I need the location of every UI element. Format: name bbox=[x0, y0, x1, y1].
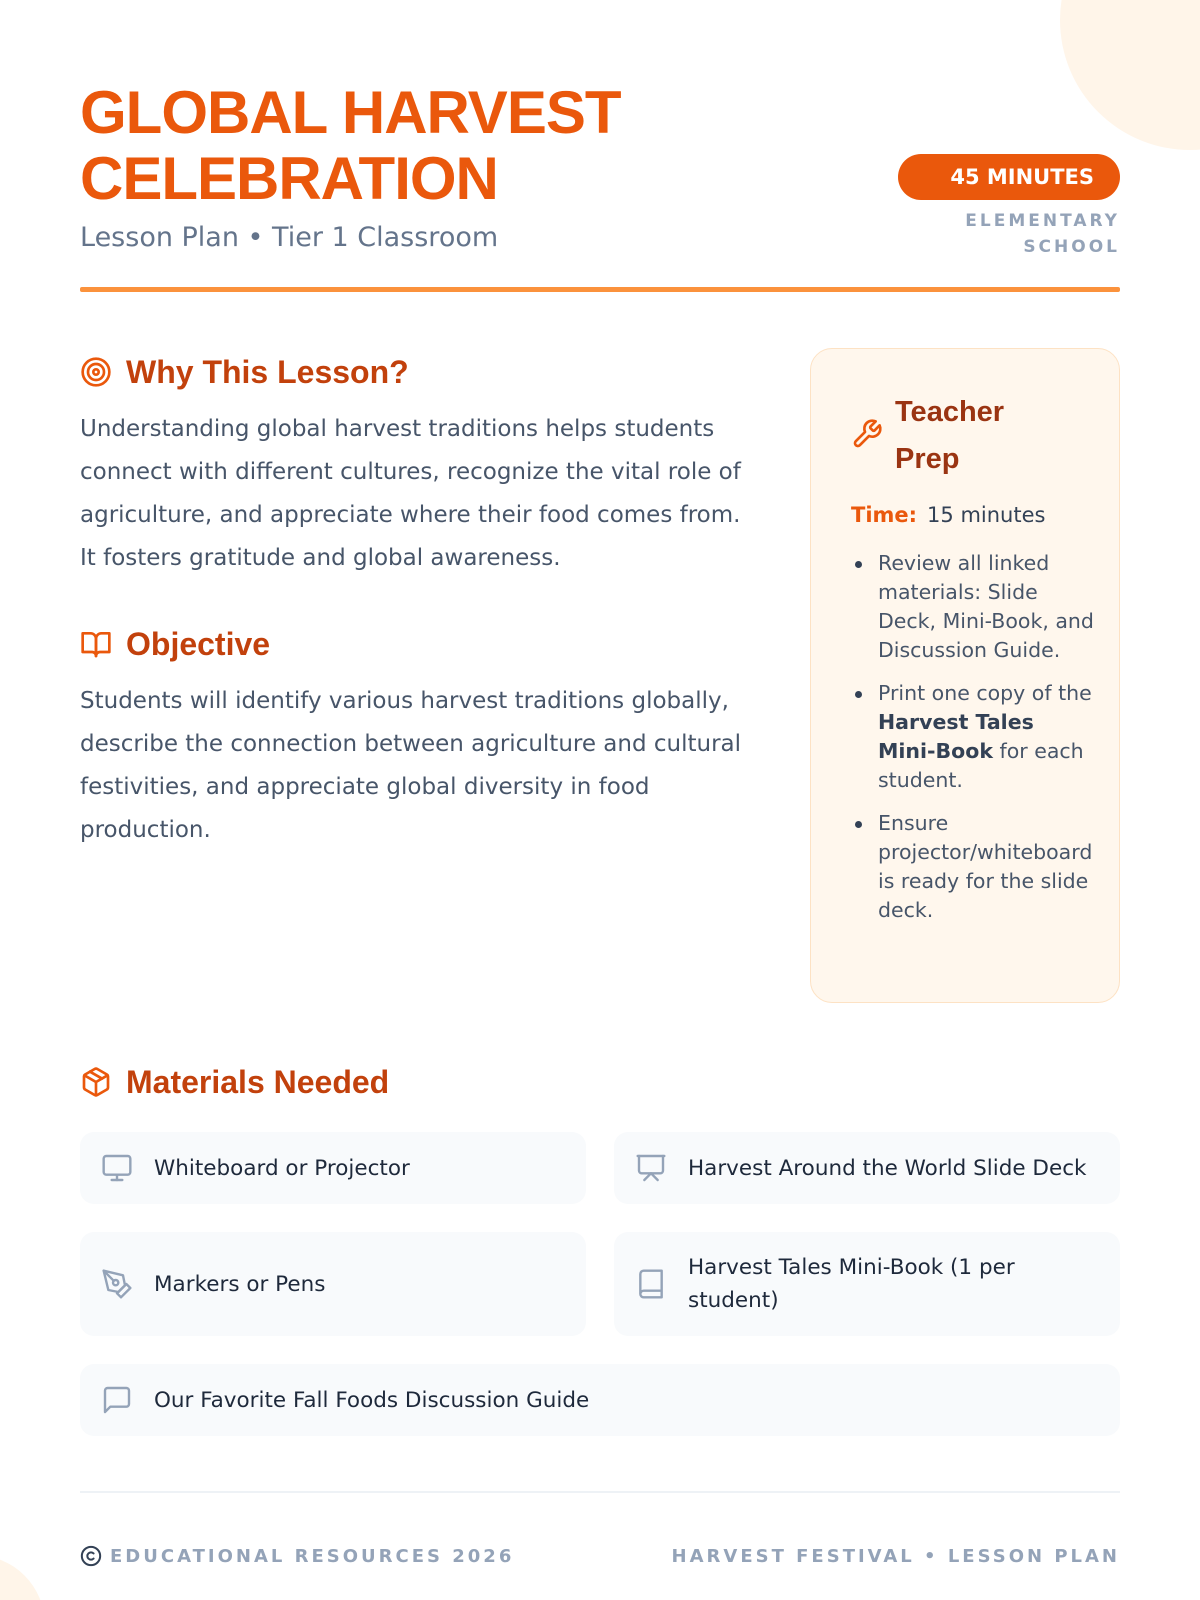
lesson-overview bbox=[80, 350, 760, 852]
material-label: Whiteboard or Projector bbox=[154, 1155, 410, 1181]
materials-section-title: Materials Needed bbox=[126, 1063, 390, 1100]
package-icon bbox=[80, 1066, 112, 1098]
materials-section bbox=[80, 1060, 1120, 1436]
prep-item-highlight: Harvest Tales Mini-Book bbox=[878, 710, 1034, 763]
monitor-icon bbox=[100, 1151, 134, 1185]
duration-badge: 45 MINUTES bbox=[898, 154, 1120, 200]
grade-level-line-1: ELEMENTARY bbox=[965, 211, 1120, 231]
teacher-prep-card bbox=[810, 348, 1120, 1003]
prep-checklist bbox=[851, 549, 1095, 925]
title-line-1: GLOBAL HARVEST bbox=[80, 79, 621, 146]
prep-item: Ensure projector/whiteboard is ready for the slide deck. bbox=[851, 809, 1095, 925]
target-icon bbox=[80, 356, 112, 388]
materials-list bbox=[80, 1132, 1120, 1436]
material-item bbox=[80, 1232, 586, 1336]
open-book-icon bbox=[80, 628, 112, 660]
pen-icon bbox=[100, 1267, 134, 1301]
grade-level bbox=[898, 208, 1120, 260]
material-label: Harvest Around the World Slide Deck bbox=[688, 1155, 1087, 1181]
footer-left-text: EDUCATIONAL RESOURCES 2026 bbox=[110, 1545, 515, 1567]
title-line-2: CELEBRATION bbox=[80, 145, 498, 212]
objective-section bbox=[80, 622, 760, 852]
teacher-prep-title-line-1: Teacher bbox=[895, 396, 1005, 428]
page-header bbox=[80, 79, 1120, 257]
page-footer bbox=[80, 1545, 1120, 1567]
footer-copyright bbox=[80, 1545, 514, 1567]
material-label: Markers or Pens bbox=[154, 1271, 326, 1297]
prep-time-label: Time: bbox=[851, 503, 918, 527]
objective-section-title: Objective bbox=[126, 625, 271, 662]
prep-item: Review all linked materials: Slide Deck, Mini-Book, and Discussion Guide. bbox=[851, 549, 1095, 665]
prep-item-text: Print one copy of the bbox=[878, 681, 1092, 705]
decorative-circle-bottom bbox=[0, 1555, 45, 1600]
material-label: Harvest Tales Mini-Book (1 per student) bbox=[688, 1255, 1015, 1313]
header-divider bbox=[80, 287, 1120, 292]
why-section-title: Why This Lesson? bbox=[126, 353, 409, 390]
prep-time bbox=[851, 503, 1095, 527]
wrench-icon bbox=[851, 418, 883, 454]
objective-section-body: Students will identify various harvest traditions globally, describe the connection between agriculture and cultural festivities, and appreciate global diversity in food production. bbox=[80, 688, 742, 843]
material-item bbox=[614, 1132, 1120, 1204]
material-item bbox=[80, 1132, 586, 1204]
material-item bbox=[80, 1364, 1120, 1436]
copyright-icon bbox=[80, 1545, 102, 1567]
prep-time-value: 15 minutes bbox=[927, 503, 1046, 527]
material-item bbox=[614, 1232, 1120, 1336]
lesson-meta bbox=[898, 154, 1120, 260]
material-label: Our Favorite Fall Foods Discussion Guide bbox=[154, 1387, 590, 1413]
prep-item-text: for each student. bbox=[878, 739, 1084, 792]
why-section-body: Understanding global harvest traditions helps students connect with different cultures, recognize the vital role of agriculture, and appreciate where their food comes from. It fosters gratitude and global awareness. bbox=[80, 416, 741, 571]
why-section bbox=[80, 350, 760, 580]
footer-divider bbox=[80, 1491, 1120, 1493]
footer-right-text: HARVEST FESTIVAL • LESSON PLAN bbox=[671, 1545, 1120, 1567]
prep-item bbox=[851, 679, 1095, 795]
presentation-icon bbox=[634, 1151, 668, 1185]
book-icon bbox=[634, 1267, 668, 1301]
teacher-prep-title-line-2: Prep bbox=[895, 443, 960, 475]
chat-bubble-icon bbox=[100, 1383, 134, 1417]
grade-level-line-2: SCHOOL bbox=[1023, 237, 1120, 257]
teacher-prep-title bbox=[895, 389, 1004, 483]
page-subtitle: Lesson Plan • Tier 1 Classroom bbox=[80, 222, 499, 253]
